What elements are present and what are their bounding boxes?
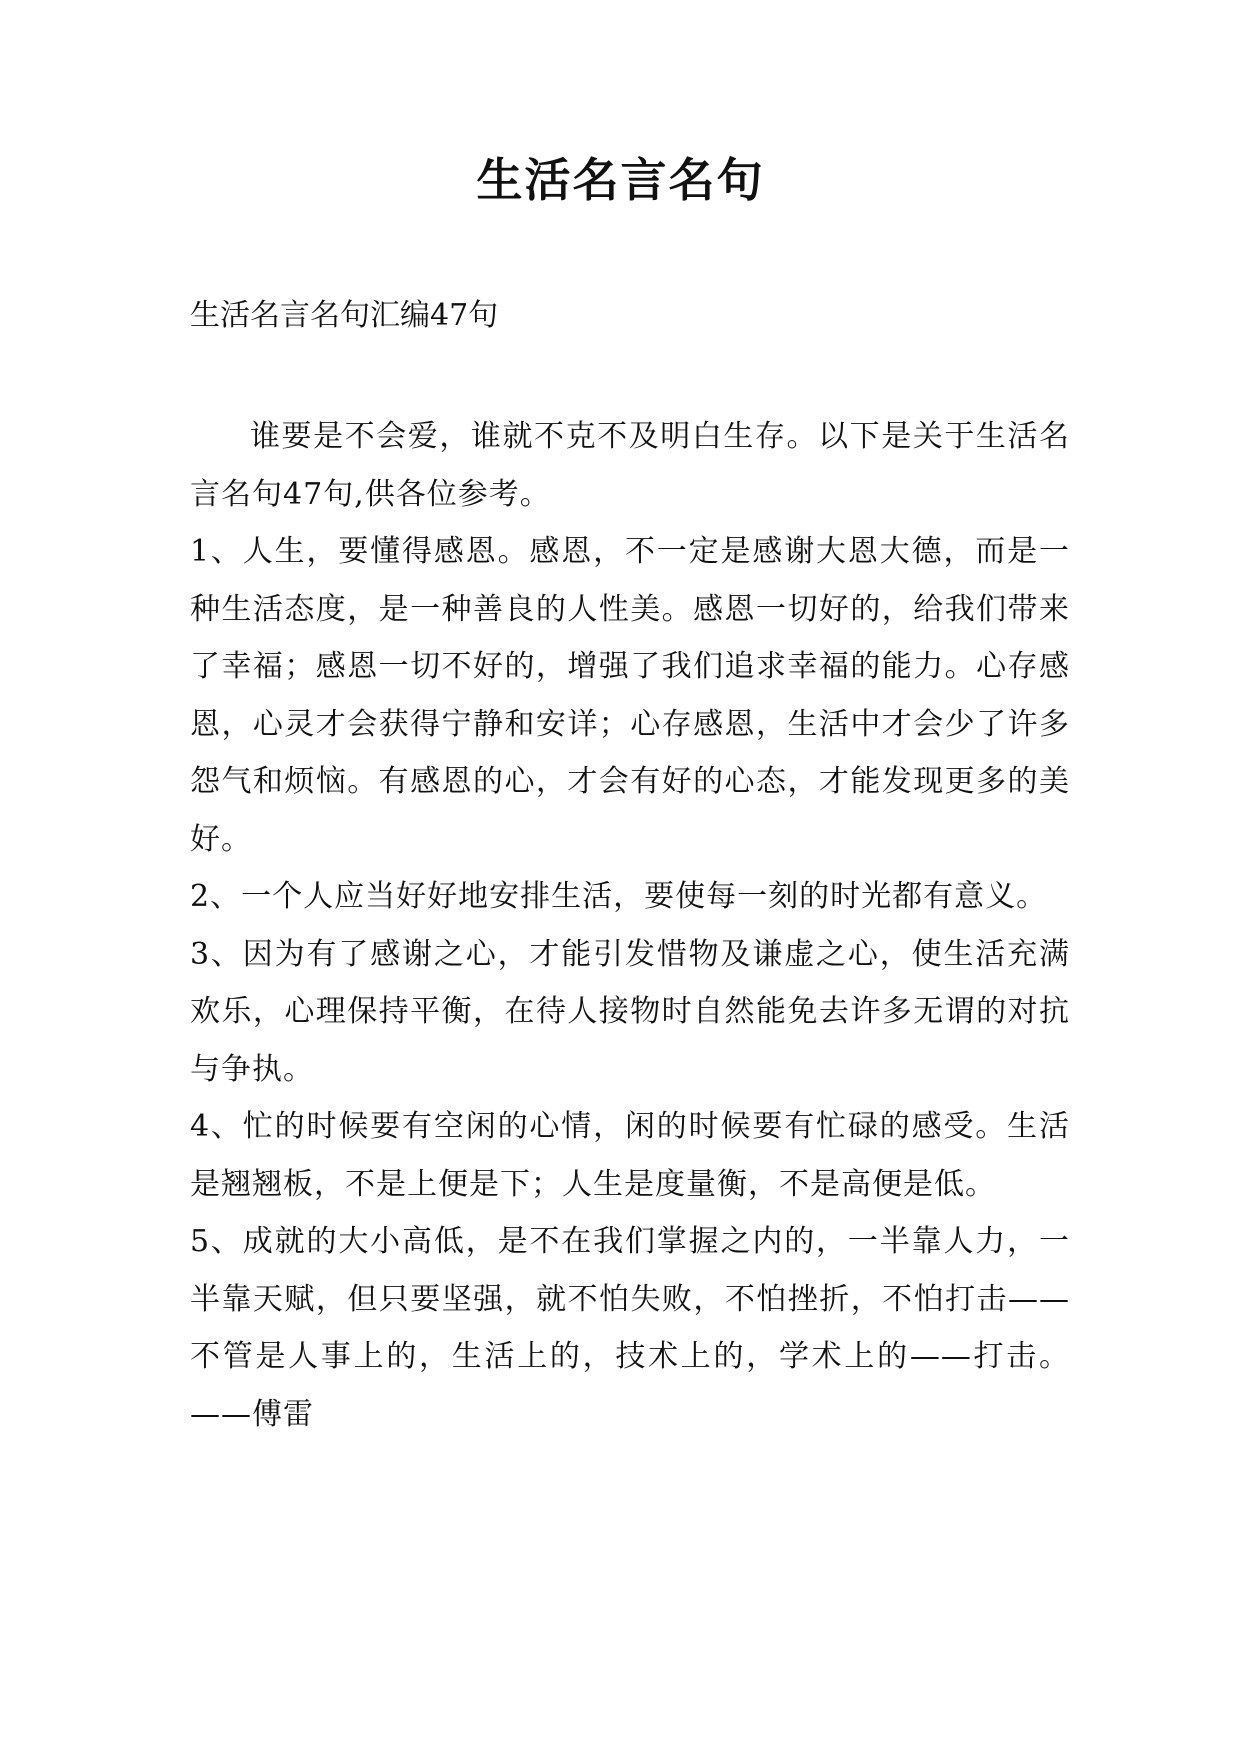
intro-paragraph: 谁要是不会爱，谁就不克不及明白生存。以下是关于生活名言名句47句,供各位参考。 bbox=[190, 419, 1070, 512]
quote-item-2: 2、一个人应当好好地安排生活，要使每一刻的时光都有意义。 bbox=[190, 879, 1048, 914]
quote-item-3: 3、因为有了感谢之心，才能引发惜物及谦虚之心，使生活充满欢乐，心理保持平衡，在待人接物时自然能免去许多无谓的对抗与争执。 bbox=[190, 936, 1070, 1087]
document-subtitle: 生活名言名句汇编47句 bbox=[190, 298, 499, 333]
document-body bbox=[190, 408, 1070, 1443]
quote-item-4: 4、忙的时候要有空闲的心情，闲的时候要有忙碌的感受。生活是翘翘板，不是上便是下；人生是度量衡，不是高便是低。 bbox=[190, 1109, 1070, 1202]
quote-item-1: 1、人生，要懂得感恩。感恩，不一定是感谢大恩大德，而是一种生活态度，是一种善良的人性美。感恩一切好的，给我们带来了幸福；感恩一切不好的，增强了我们追求幸福的能力。心存感恩，心灵才会获得宁静和安详；心存感恩，生活中才会少了许多怨气和烦恼。有感恩的心，才会有好的心态，才能发现更多的美好。 bbox=[190, 534, 1070, 857]
page-title: 生活名言名句 bbox=[476, 153, 765, 207]
quote-item-5: 5、成就的大小高低，是不在我们掌握之内的，一半靠人力，一半靠天赋，但只要坚强，就不怕失败，不怕挫折，不怕打击——不管是人事上的，生活上的，技术上的，学术上的——打击。——傅雷 bbox=[190, 1224, 1070, 1432]
